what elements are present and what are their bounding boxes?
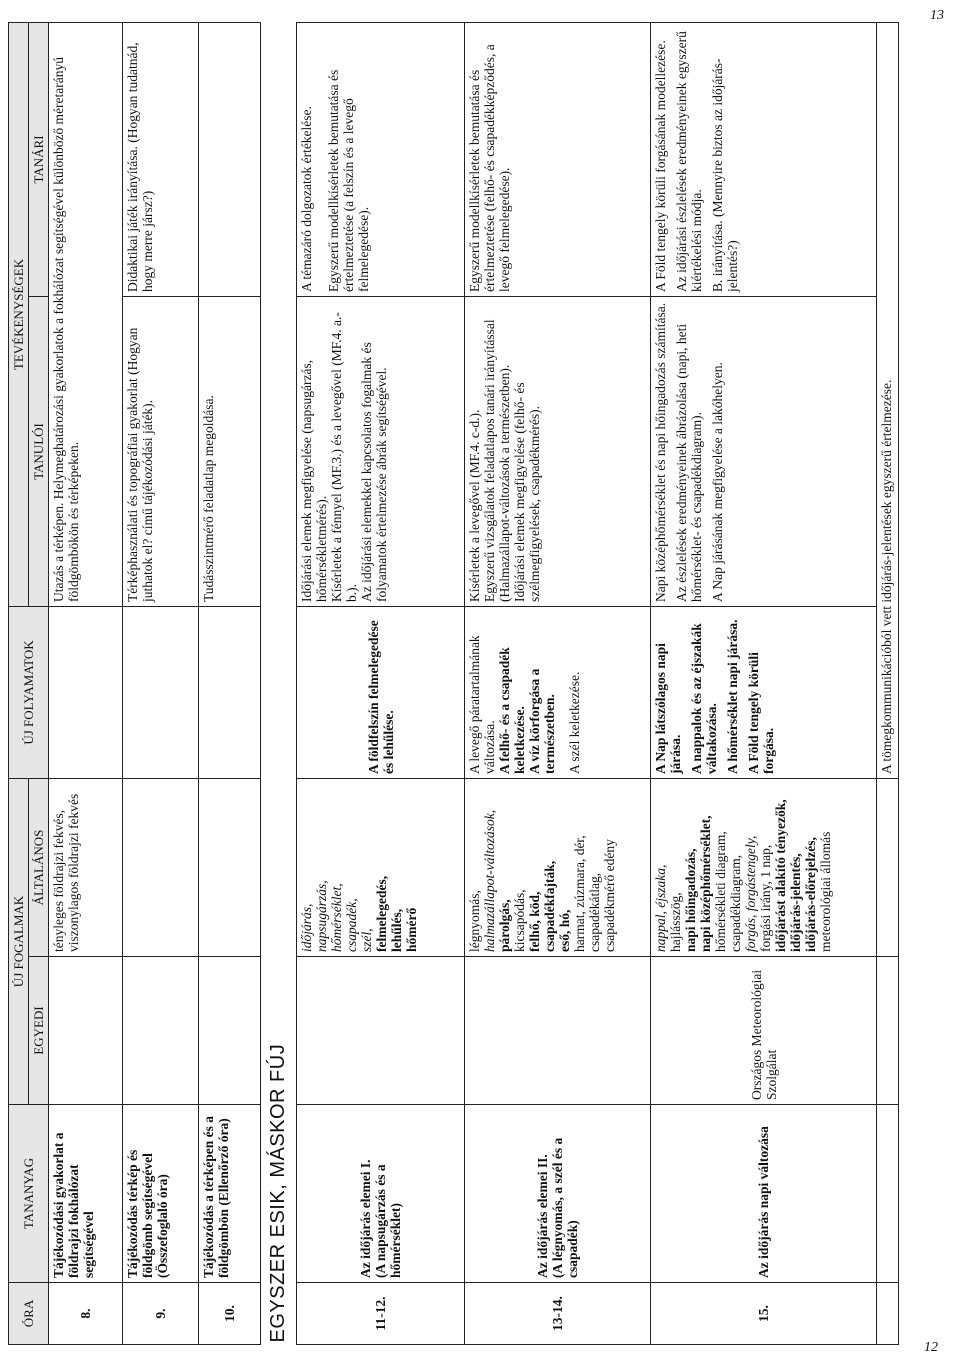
altalanos-cell: tényleges földrajzi fekvés, viszonylagos földrajzi fekvés: [49, 779, 123, 957]
concept-item: csapadékdiagram,: [728, 854, 743, 952]
tananyag-cell: [877, 1105, 899, 1283]
altalanos-cell: [199, 779, 261, 957]
process-item: A Nap látszólagos napi járása.: [653, 643, 683, 774]
header-tanari: TANÁRI: [29, 23, 49, 297]
activity-item: A témazáró dolgozatok értékelése.: [299, 106, 314, 292]
egyedi-cell: Országos Meteorológiai Szolgálat: [651, 957, 877, 1105]
concept-item: hajlásszög,: [668, 892, 683, 952]
header-tananyag: TANANYAG: [9, 1105, 49, 1283]
egyedi-cell: [199, 957, 261, 1105]
ora-cell: 13-14.: [465, 1283, 651, 1345]
table-row: [297, 23, 465, 1345]
concept-item: felmelegedés,: [374, 875, 389, 952]
egyedi-cell: [123, 957, 199, 1105]
concept-item: időjárást alakító tényezők,: [773, 799, 788, 952]
process-item: A víz körforgása a természetben.: [527, 668, 557, 774]
table-row: [465, 23, 651, 1345]
concept-item: időjárás-jelentés,: [788, 853, 803, 952]
folyamatok-cell: [465, 607, 651, 779]
concept-item: eső, hó,: [557, 909, 572, 952]
concept-item: forgás, forgástengely,: [743, 835, 758, 952]
folyamatok-cell: A tömegkommunikációból vett időjárás-jelentések egyszerű értelmezése.: [877, 23, 899, 779]
concept-item: csapadék,: [344, 898, 359, 952]
activity-item: Egyszerű modellkísérletek bemutatása és értelmeztetése (a felszín és a levegő felmelegedése).: [326, 69, 371, 292]
table-row: [651, 23, 877, 1345]
activity-item: Egyszerű modellkísérletek bemutatása és értelmeztetése (felhő- és csapadékképződés, a levegő felmelegedése).: [467, 44, 512, 292]
ora-cell: 10.: [199, 1283, 261, 1345]
process-item: A Föld tengely körüli forgása.: [746, 652, 776, 774]
tananyag-line: Az időjárás elemei II.: [535, 1154, 550, 1278]
header-egyedi: EGYEDI: [29, 957, 49, 1105]
process-item: A hőmérséklet napi járása.: [725, 619, 740, 774]
concept-item: nappal, éjszaka,: [653, 864, 668, 952]
egyedi-cell: [465, 957, 651, 1105]
rotated-page: [8, 23, 953, 1345]
altalanos-cell: [465, 779, 651, 957]
concept-item: felhő, köd,: [527, 891, 542, 952]
altalanos-cell: [123, 779, 199, 957]
process-item: A szél keletkezése.: [567, 671, 582, 774]
concept-item: szél,: [359, 928, 374, 952]
header-altalanos: ÁLTALÁNOS: [29, 779, 49, 957]
tanuloi-cell: [651, 297, 877, 607]
tanari-cell: [465, 23, 651, 297]
tanari-cell: [199, 23, 261, 297]
concept-item: hőmérő: [404, 907, 419, 952]
activity-item: Egyszerű vizsgálatok feladatlapos tanári irányítással (Halmazállapot-változások a természetben).: [482, 319, 512, 602]
activity-item: Időjárási elemek megfigyelése (napsugárzás, hőmérsékletmérés).: [299, 359, 329, 602]
concept-item: harmat, zúzmara, dér, csapadékátlag,: [572, 835, 602, 952]
tanuloi-cell: [297, 297, 465, 607]
table-row: [199, 23, 261, 1345]
tananyag-line: (A légnyomás, a szél és a csapadék): [550, 1137, 580, 1278]
tananyag-cell: [297, 1105, 465, 1283]
table-row: [123, 23, 199, 1345]
egyedi-cell: [877, 957, 899, 1105]
concept-item: meteorológiai állomás: [818, 831, 833, 952]
header-ora: ÓRA: [9, 1283, 49, 1345]
tananyag-line: Az időjárás elemei I.: [358, 1159, 373, 1278]
header-tevekenysegek: TEVÉKENYSÉGEK: [9, 23, 29, 607]
activity-item: Napi középhőmérséklet és napi hőingadozás számítása.: [653, 302, 668, 602]
tanuloi-cell: Térképhasználati és topográfiai gyakorlat (Hogyan juthatok el? című tájékozódási játék).: [123, 297, 199, 607]
curriculum-table: [8, 22, 899, 1345]
folyamatok-cell: [199, 607, 261, 779]
tananyag-cell: Tájékozódás térkép és földgömb segítségével (Összefoglaló óra): [123, 1105, 199, 1283]
concept-item: csapadékfajták,: [542, 860, 557, 952]
concept-item: halmazállapot-változások,: [482, 809, 497, 952]
header-uj-fogalmak: ÚJ FOGALMAK: [9, 779, 29, 1105]
concept-item: napsugárzás,: [314, 880, 329, 952]
section-title: EGYSZER ESIK, MÁSKOR FÚJ: [267, 1043, 289, 1343]
concept-item: párolgás,: [497, 899, 512, 952]
table-row: [877, 23, 899, 1345]
tanuloi-cell: Tudásszintmérő feladatlap megoldása.: [199, 297, 261, 607]
ora-cell: 11-12.: [297, 1283, 465, 1345]
tanuloi-cell: [465, 297, 651, 607]
tananyag-cell: Tájékozódás a térképen és a földgömbön (Ellenőrző óra): [199, 1105, 261, 1283]
activity-item: Kísérletek a levegővel (MF.4. c-d.).: [467, 409, 482, 602]
concept-item: napi középhőmérséklet,: [698, 815, 713, 952]
tananyag-cell: Az időjárás napi változása: [651, 1105, 877, 1283]
concept-item: hőmérsékleti diagram,: [713, 831, 728, 952]
concept-item: forgási irány, 1 nap,: [758, 844, 773, 952]
folyamatok-cell: [49, 607, 123, 779]
tanari-cell: [651, 23, 877, 297]
altalanos-cell: [651, 779, 877, 957]
altalanos-cell: [877, 779, 899, 957]
tanari-cell: [297, 23, 465, 297]
process-item: A felhő- és a csapadék keletkezése.: [497, 647, 527, 774]
folyamatok-cell: [123, 607, 199, 779]
folyamatok-cell: A földfelszín felmelegedése és lehűlése.: [297, 607, 465, 779]
egyedi-cell: [297, 957, 465, 1105]
header-row-1: [9, 23, 29, 1345]
concept-item: időjárás,: [299, 903, 314, 952]
activity-item: Időjárási elemek megfigyelése (felhő- és szélmegfigyelések, csapadékmérés).: [512, 382, 542, 602]
header-tanuloi: TANULÓI: [29, 297, 49, 607]
ora-cell: 8.: [49, 1283, 123, 1345]
page-number-right: 13: [930, 8, 944, 23]
concept-item: lehűlés,: [389, 908, 404, 952]
concept-item: légnyomás,: [467, 890, 482, 952]
activity-item: B. irányítása. (Mennyire biztos az időjárás-jelentés?): [710, 58, 740, 292]
ora-cell: [877, 1283, 899, 1345]
activity-item: Az időjárási észlelések eredményeinek egyszerű kiértékelési módja.: [674, 31, 704, 292]
table-row: [49, 23, 123, 1345]
section-row: [261, 23, 297, 1345]
activity-item: Az időjárási elemekkel kapcsolatos fogalmak és folyamatok értelmezése ábrák segítségével.: [359, 342, 389, 602]
activity-item: Az észlelések eredményeinek ábrázolása (napi, heti hőmérséklet- és csapadékdiagram).: [674, 323, 704, 602]
concept-item: hőmérséklet,: [329, 883, 344, 952]
tananyag-line: (A napsugárzás és a hőmérséklet): [373, 1164, 403, 1278]
tananyag-cell: Tájékozódási gyakorlat a földrajzi fokhálózat segítségével: [49, 1105, 123, 1283]
concept-item: napi hőingadozás,: [683, 848, 698, 952]
folyamatok-cell: [651, 607, 877, 779]
concept-item: kicsapódás,: [512, 889, 527, 952]
header-uj-folyamatok: ÚJ FOLYAMATOK: [9, 607, 49, 779]
tananyag-cell: [465, 1105, 651, 1283]
altalanos-cell: [297, 779, 465, 957]
ora-cell: 9.: [123, 1283, 199, 1345]
page-number-left: 12: [924, 1340, 938, 1355]
ora-cell: 15.: [651, 1283, 877, 1345]
process-item: A nappalok és az éjszakák váltakozása.: [689, 623, 719, 774]
concept-item: időjárás-előrejelzés,: [803, 837, 818, 952]
egyedi-cell: [49, 957, 123, 1105]
activity-item: Kísérletek a fénnyel (MF.3.) és a levegővel (MF.4. a.-b.).: [329, 312, 359, 602]
tanuloi-cell: Utazás a térképen. Helymeghatározási gyakorlatok a fokhálózat segítségével különböző méretarányú földgömbökön és térképeken.: [49, 23, 123, 607]
tanari-cell: Didaktikai játék irányítása. (Hogyan tudatnád, hogy merre jársz?): [123, 23, 199, 297]
process-item: A levegő páratartalmának változása.: [467, 635, 497, 774]
activity-item: A Föld tengely körüli forgásának modellezése.: [653, 40, 668, 292]
activity-item: A Nap járásának megfigyelése a lakóhelyen.: [710, 362, 725, 602]
concept-item: csapadékmérő edény: [602, 839, 617, 952]
